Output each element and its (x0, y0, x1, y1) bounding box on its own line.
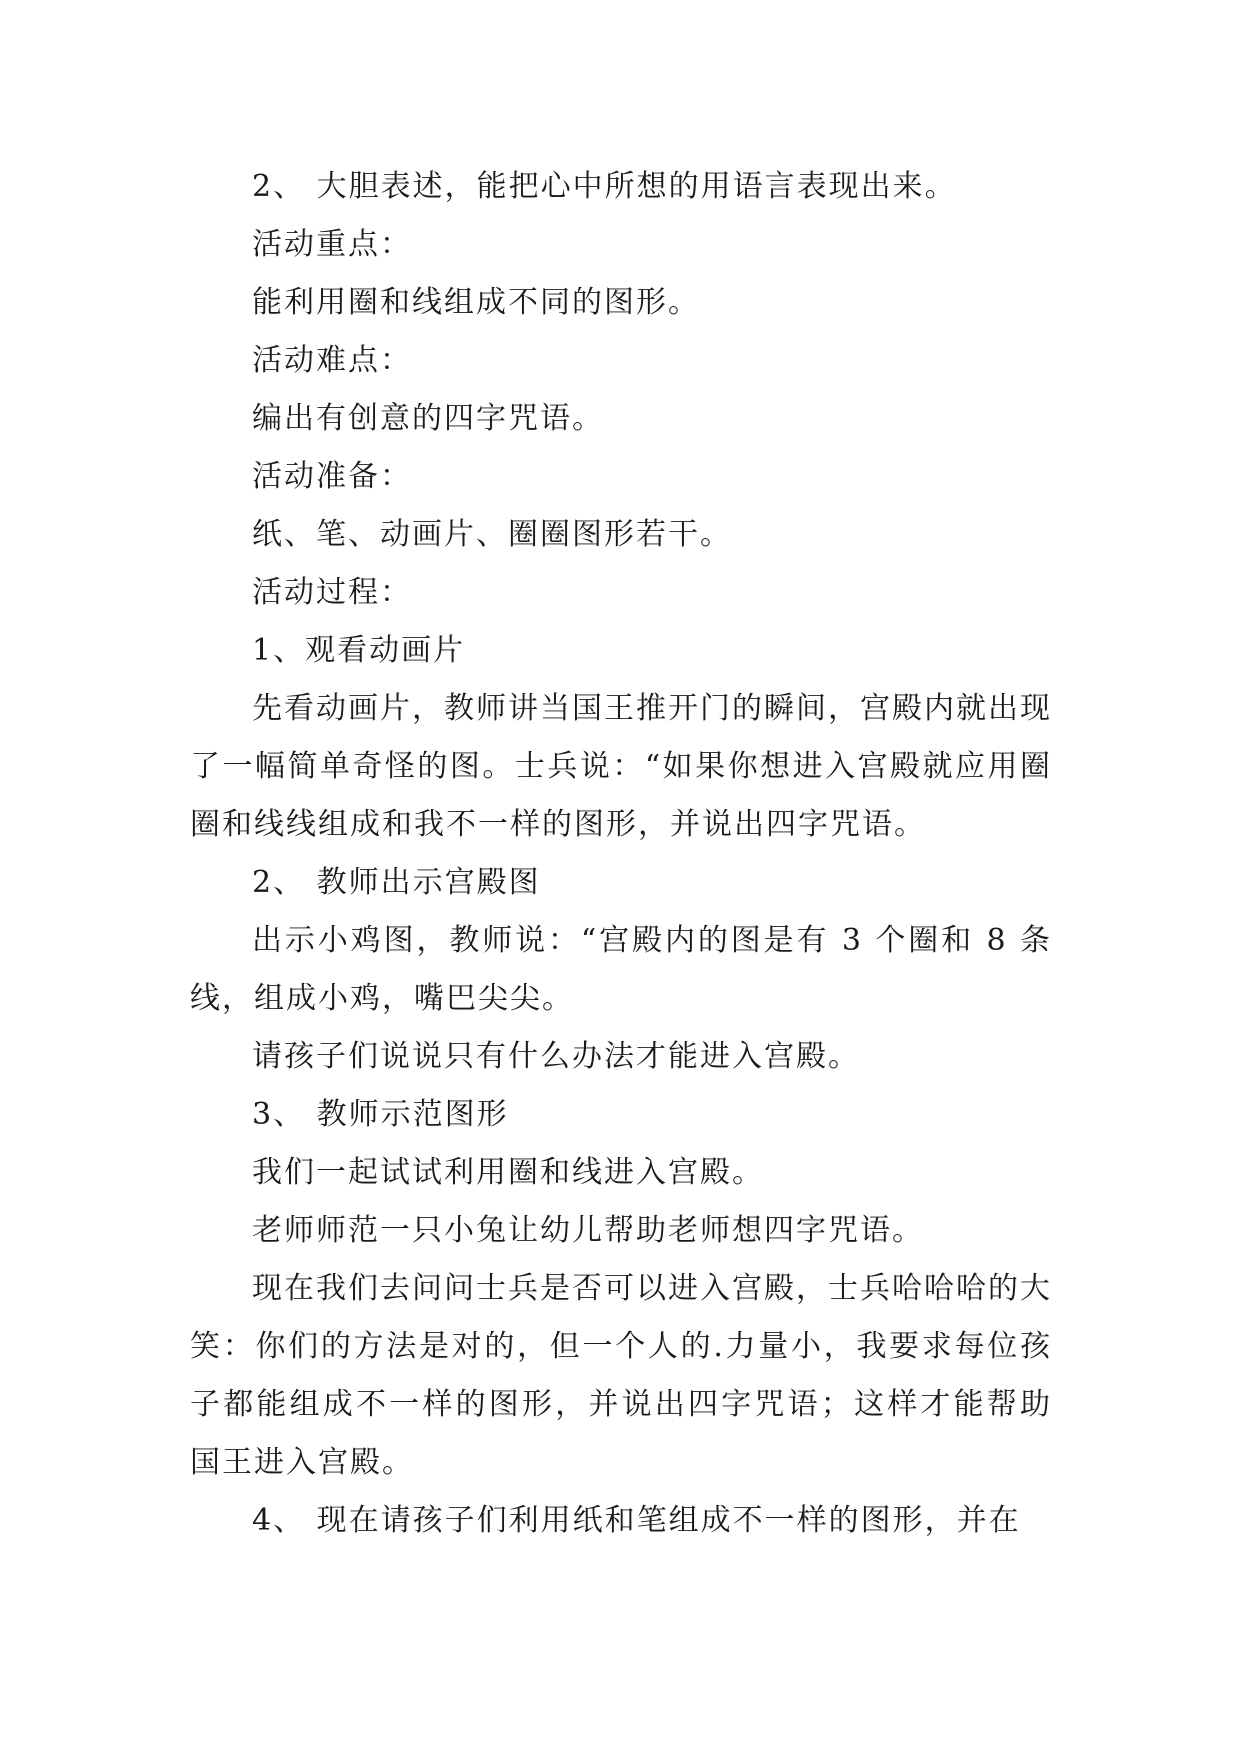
paragraph-preparation: 纸、笔、动画片、圈圈图形若干。 (252, 517, 732, 552)
step-3-paragraph-soldier: 现在我们去问问士兵是否可以进入宫殿，士兵哈哈哈的大笑：你们的方法是对的，但一个人的.力量小，我要求每位孩子都能组成不一样的图形，并说出四字咒语；这样才能帮助国王进入宫殿。 (190, 1271, 1052, 1480)
heading-key-point: 活动重点： (252, 227, 412, 262)
step-2-paragraph: 出示小鸡图，教师说：“宫殿内的图是有 3 个圈和 8 条线，组成小鸡，嘴巴尖尖。 (190, 923, 1052, 1016)
paragraph-objective-2: 2、 大胆表述，能把心中所想的用语言表现出来。 (252, 169, 957, 204)
step-1-heading: 1、观看动画片 (252, 633, 466, 668)
heading-process: 活动过程： (252, 575, 412, 610)
document-body (190, 158, 1052, 1550)
step-3-paragraph-try: 我们一起试试利用圈和线进入宫殿。 (252, 1155, 764, 1190)
step-3-paragraph-demo: 老师师范一只小兔让幼儿帮助老师想四字咒语。 (252, 1213, 924, 1248)
paragraph-difficulty: 编出有创意的四字咒语。 (252, 401, 604, 436)
heading-preparation: 活动准备： (252, 459, 412, 494)
heading-difficulty: 活动难点： (252, 343, 412, 378)
step-2-paragraph-question: 请孩子们说说只有什么办法才能进入宫殿。 (252, 1039, 860, 1074)
paragraph-key-point: 能利用圈和线组成不同的图形。 (252, 285, 700, 320)
step-4-paragraph: 4、 现在请孩子们利用纸和笔组成不一样的图形，并在 (252, 1503, 1021, 1538)
step-2-heading: 2、 教师出示宫殿图 (252, 865, 541, 900)
step-3-heading: 3、 教师示范图形 (252, 1097, 509, 1132)
step-1-paragraph: 先看动画片，教师讲当国王推开门的瞬间，宫殿内就出现了一幅简单奇怪的图。士兵说：“如果你想进入宫殿就应用圈圈和线线组成和我不一样的图形，并说出四字咒语。 (190, 691, 1052, 842)
